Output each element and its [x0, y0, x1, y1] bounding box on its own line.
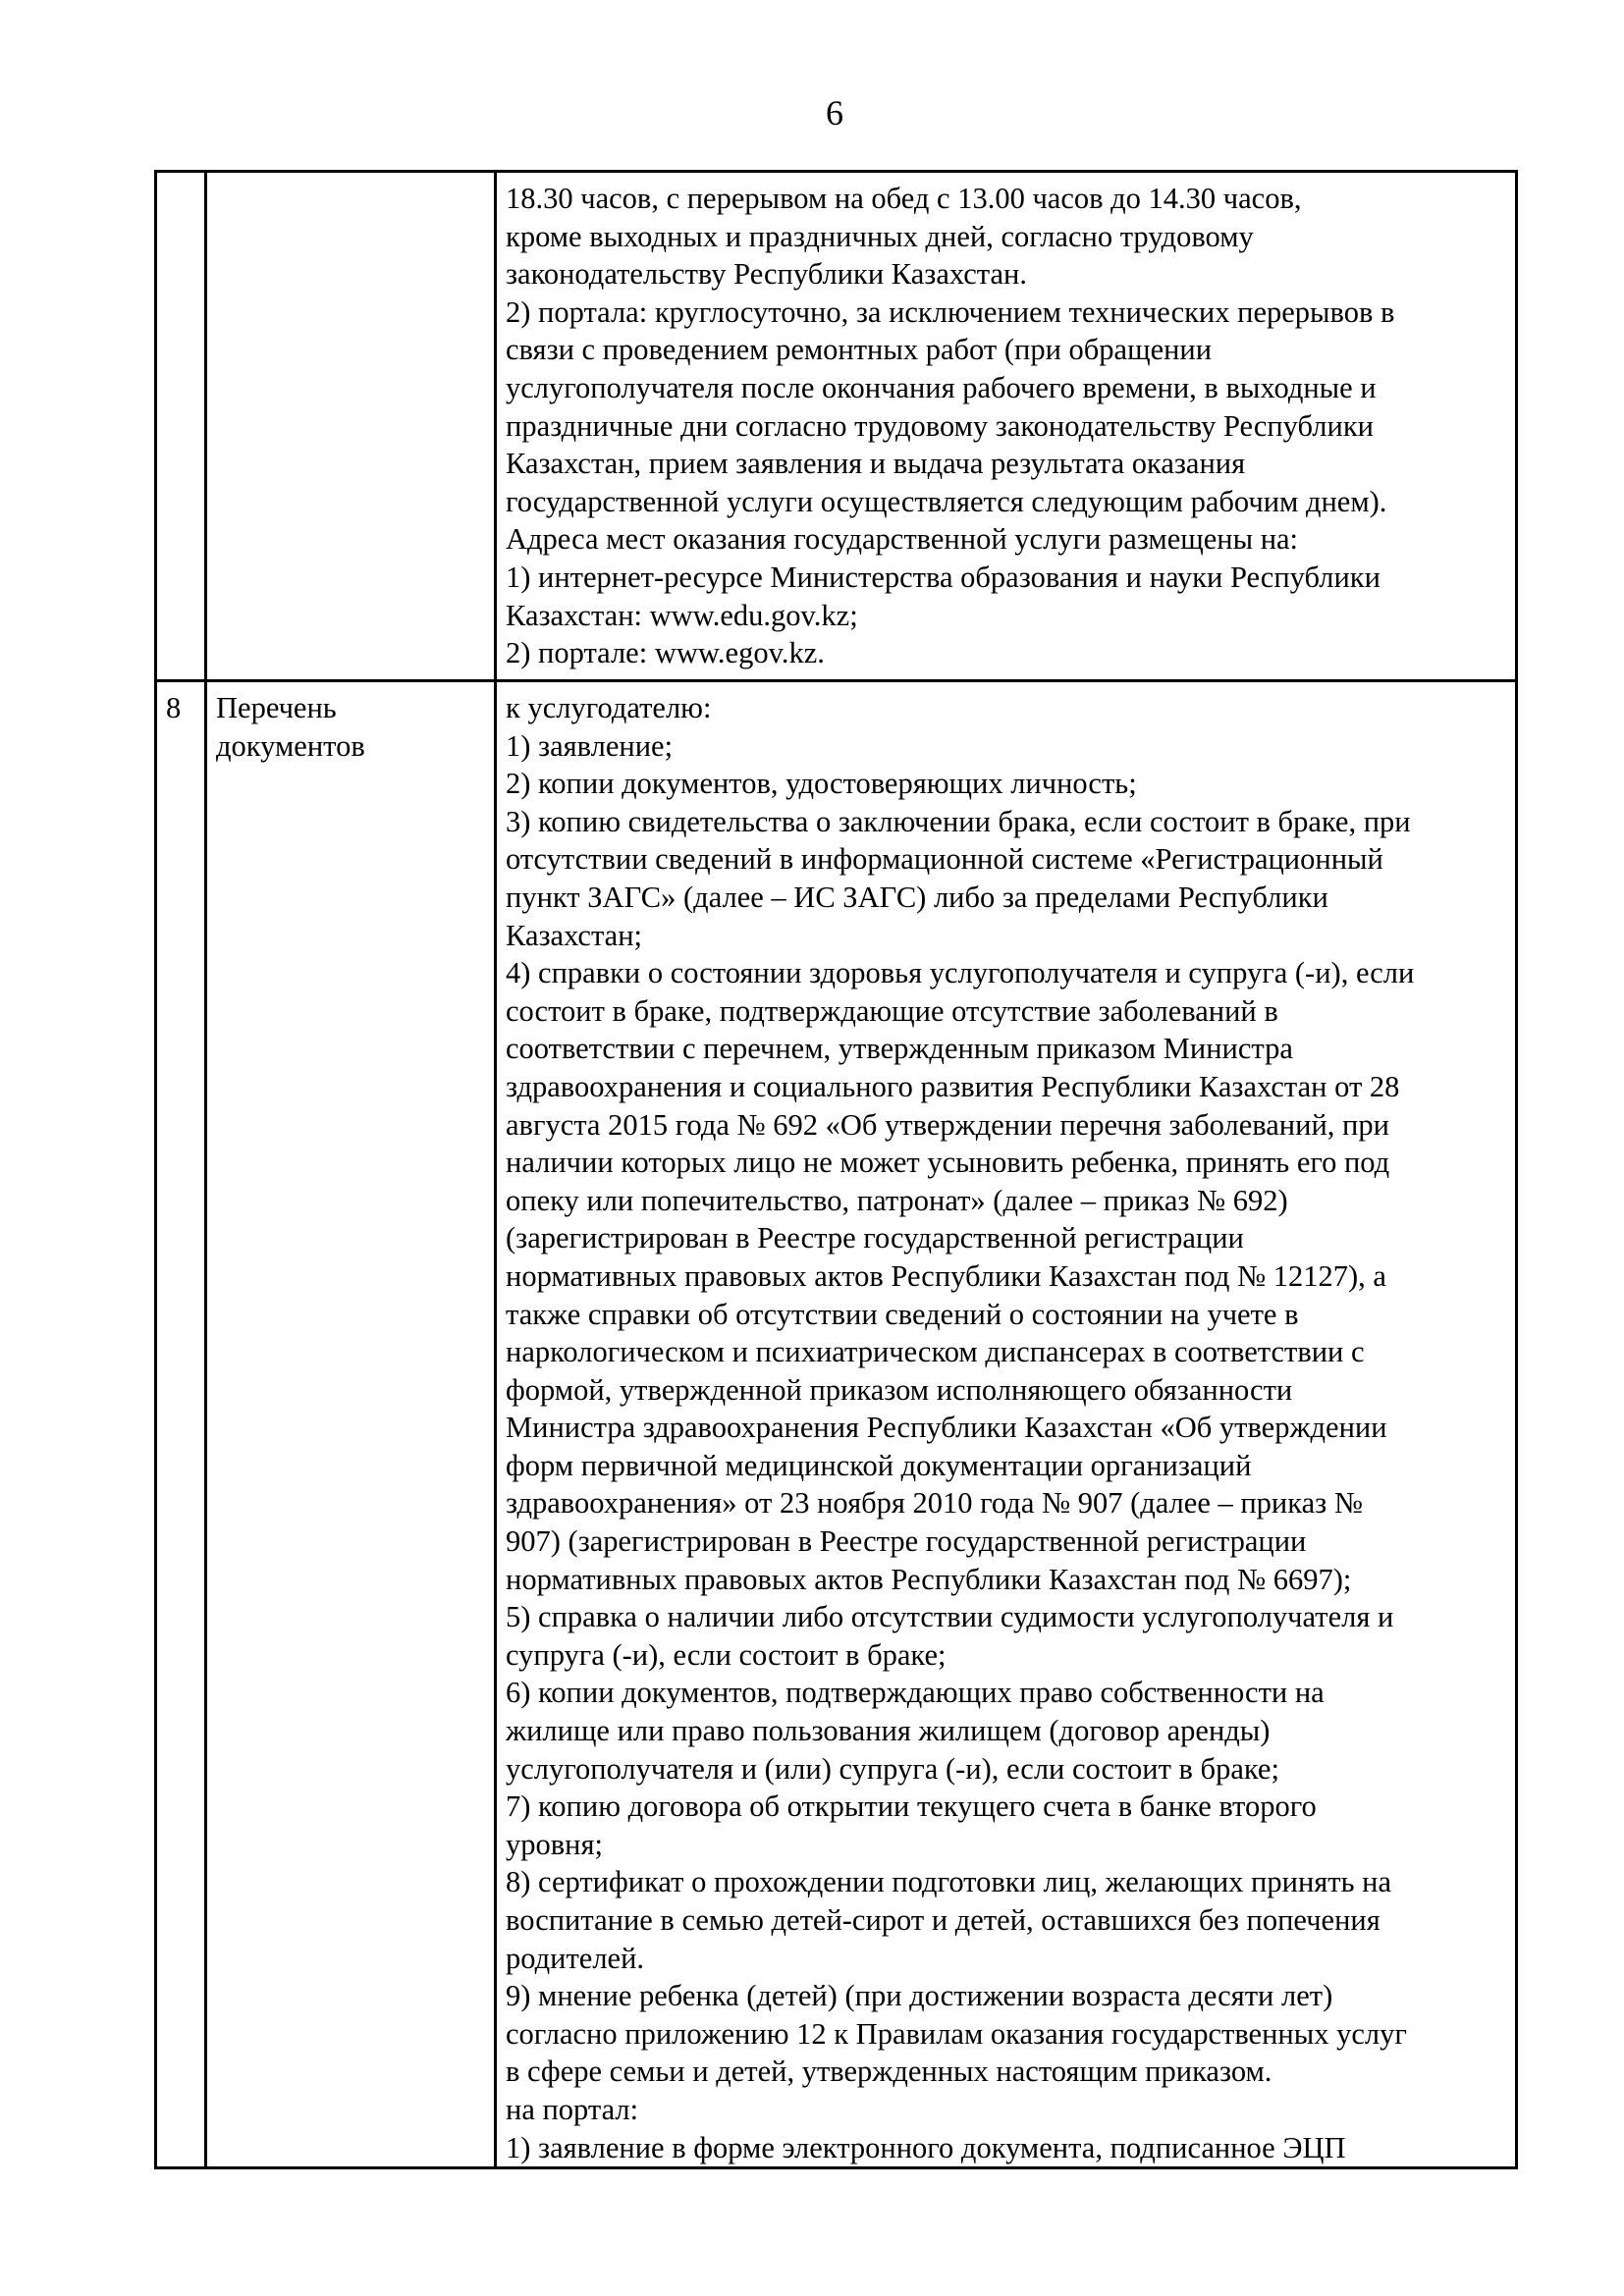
text-line: 1) заявление; [506, 728, 674, 763]
text-line: пункт ЗАГС» (далее – ИС ЗАГС) либо за пределами Республики [506, 880, 1328, 914]
table-row-8 [156, 681, 1517, 2168]
text-line: законодательству Республики Казахстан. [506, 257, 1027, 292]
text-line: состоит в браке, подтверждающие отсутствие заболеваний в [506, 993, 1278, 1028]
text-line: 9) мнение ребенка (детей) (при достижении возраста десяти лет) [506, 1979, 1333, 2013]
text-line: здравоохранения» от 23 ноября 2010 года № 907 (далее – приказ № [506, 1486, 1363, 1521]
text-line: воспитание в семью детей-сирот и детей, оставшихся без попечения [506, 1903, 1380, 1937]
text-line: форм первичной медицинской документации организаций [506, 1448, 1252, 1482]
text-line: Казахстан; [506, 918, 643, 952]
page-number: 6 [826, 93, 843, 133]
text-line: к услугодателю: [506, 691, 712, 724]
text-line: наркологическом и психиатрическом диспансерах в соответствии с [506, 1335, 1365, 1369]
text-line: 18.30 часов, с перерывом на обед с 13.00 часов до 14.30 часов, [506, 182, 1302, 215]
text-line: 5) справка о наличии либо отсутствии судимости услугополучателя и [506, 1600, 1394, 1634]
text-line: 6) копии документов, подтверждающих право собственности на [506, 1676, 1325, 1710]
text-line: 8) сертификат о прохождении подготовки лиц, желающих принять на [506, 1865, 1392, 1899]
text-line: на портал: [506, 2092, 639, 2126]
text-line: нормативных правовых актов Республики Казахстан под № 12127), а [506, 1258, 1386, 1293]
row-label-cell [206, 172, 496, 681]
text-line: Перечень [216, 691, 337, 724]
text-line: 1) заявление в форме электронного документа, подписанное ЭЦП [506, 2130, 1346, 2164]
text-line: в сфере семьи и детей, утвержденных настоящим приказом. [506, 2055, 1272, 2089]
text-line: (зарегистрирован в Реестре государственной регистрации [506, 1221, 1244, 1255]
text-line: согласно приложению 12 к Правилам оказания государственных услуг [506, 2016, 1407, 2051]
text-line: родителей. [506, 1941, 645, 1975]
text-line: Министра здравоохранения Республики Казахстан «Об утверждении [506, 1411, 1387, 1445]
document-table [154, 170, 1518, 2169]
text-line: праздничные дни согласно трудовому законодательству Республики [506, 408, 1374, 443]
row-label-cell [206, 681, 496, 2168]
text-line: 2) портале: www.egov.kz. [506, 636, 825, 670]
row-content-cell [496, 172, 1517, 681]
text-line: документов [216, 728, 365, 763]
text-line: государственной услуги осуществляется следующим рабочим днем). [506, 484, 1387, 518]
table-row-continuation [156, 172, 1517, 681]
text-line: жилище или право пользования жилищем (договор аренды) [506, 1714, 1271, 1748]
text-line: услугополучателя и (или) супруга (-и), если состоит в браке; [506, 1751, 1279, 1786]
text-line: 4) справки о состоянии здоровья услугополучателя и супруга (-и), если [506, 956, 1415, 990]
text-line: опеку или попечительство, патронат» (далее – приказ № 692) [506, 1183, 1288, 1217]
text-line: 2) копии документов, удостоверяющих личность; [506, 767, 1137, 801]
text-line: наличии которых лицо не может усыновить ребенка, принять его под [506, 1146, 1390, 1180]
text-line: 907) (зарегистрирован в Реестре государственной регистрации [506, 1524, 1307, 1559]
text-line: здравоохранения и социального развития Республики Казахстан от 28 [506, 1069, 1400, 1103]
text-line: нормативных правовых актов Республики Казахстан под № 6697); [506, 1562, 1352, 1596]
text-line: связи с проведением ремонтных работ (при обращении [506, 333, 1213, 367]
text-line: формой, утвержденной приказом исполняющего обязанности [506, 1372, 1293, 1407]
text-line: 1) интернет-ресурсе Министерства образования и науки Республики [506, 560, 1380, 594]
text-line: 3) копию свидетельства о заключении брака, если состоит в браке, при [506, 804, 1411, 838]
text-line: Казахстан: www.edu.gov.kz; [506, 598, 858, 632]
text-line: августа 2015 года № 692 «Об утверждении перечня заболеваний, при [506, 1107, 1389, 1142]
text-line: кроме выходных и праздничных дней, согласно трудовому [506, 219, 1254, 253]
text-line: Адреса мест оказания государственной услуги размещены на: [506, 522, 1299, 557]
row-number-cell [156, 172, 206, 681]
text-line: услугополучателя после окончания рабочего времени, в выходные и [506, 370, 1377, 404]
text-line: 7) копию договора об открытии текущего счета в банке второго [506, 1789, 1317, 1824]
text-line: соответствии с перечнем, утвержденным приказом Министра [506, 1032, 1293, 1066]
text-line: супруга (-и), если состоит в браке; [506, 1637, 947, 1672]
text-line: отсутствии сведений в информационной системе «Регистрационный [506, 842, 1383, 877]
text-line: 2) портала: круглосуточно, за исключением технических перерывов в [506, 294, 1395, 329]
text-line: уровня; [506, 1827, 603, 1861]
row-number-cell: 8 [156, 681, 206, 2168]
row-content-cell [496, 681, 1517, 2168]
text-line: Казахстан, прием заявления и выдача результата оказания [506, 447, 1246, 481]
text-line: также справки об отсутствии сведений о состоянии на учете в [506, 1297, 1299, 1331]
